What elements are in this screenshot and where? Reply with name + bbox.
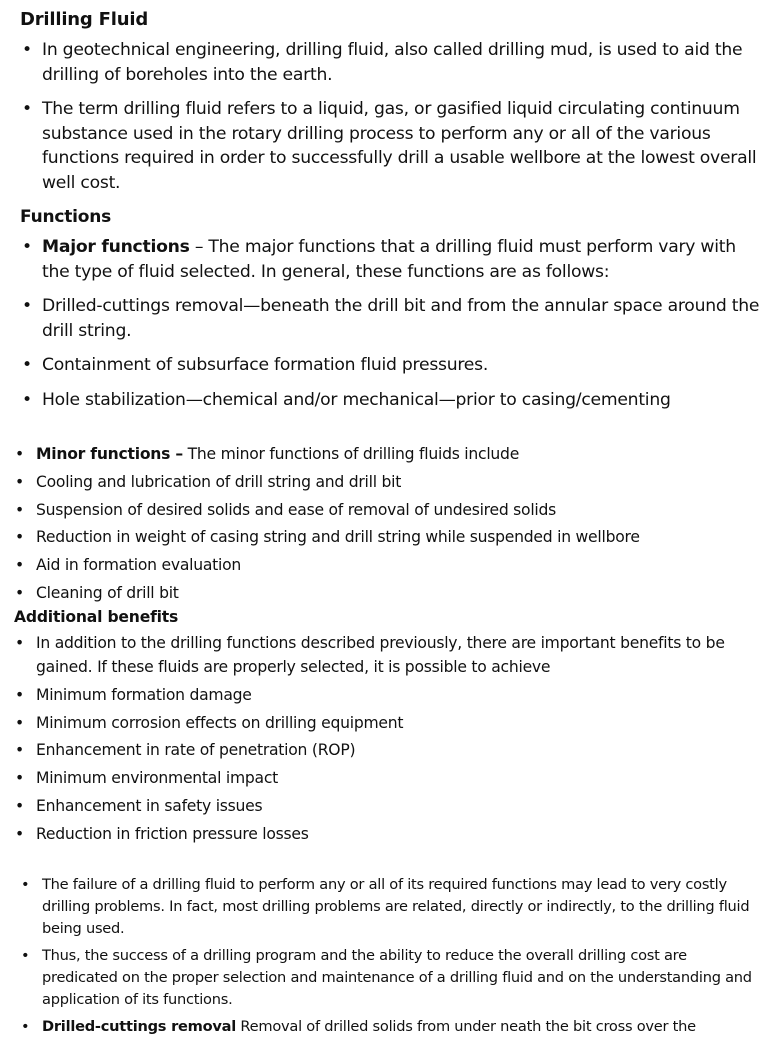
major-functions-list xyxy=(20,235,760,412)
bullet-icon: • xyxy=(15,824,24,843)
drilling-fluid-section xyxy=(20,8,760,422)
list-item-text: Cleaning of drill bit xyxy=(36,583,179,602)
bullet-icon: • xyxy=(15,741,24,760)
additional-benefits-heading: Additional benefits xyxy=(14,607,179,626)
bullet-icon: • xyxy=(15,796,24,815)
list-item xyxy=(14,581,760,605)
list-item xyxy=(14,711,760,735)
minor-functions-section xyxy=(14,442,760,850)
list-item xyxy=(14,822,760,846)
list-item xyxy=(20,388,760,413)
bullet-icon: • xyxy=(22,389,32,410)
functions-heading: Functions xyxy=(20,207,112,227)
bullet-icon: • xyxy=(22,296,32,316)
list-item xyxy=(14,683,760,707)
list-item xyxy=(14,766,760,790)
bullet-icon: • xyxy=(21,947,30,964)
page-title: Drilling Fluid xyxy=(20,9,148,30)
list-item-text: Cooling and lubrication of drill string and drill bit xyxy=(36,472,402,491)
list-item-text: Hole stabilization—chemical and/or mechanical—prior to casing/cementing xyxy=(42,389,671,410)
list-item-text: In geotechnical engineering, drilling fluid, also called drilling mud, is used to aid the drilling of boreholes into the earth. xyxy=(42,40,743,85)
list-item-text: Minimum formation damage xyxy=(36,685,252,704)
list-item xyxy=(14,738,760,762)
list-item xyxy=(14,442,760,466)
list-item-text: The term drilling fluid refers to a liquid, gas, or gasified liquid circulating continuum substance used in the rotary drilling process to perform any or all of the various functions required in order to successfully drill a usable wellbore at the lowest overall well cost. xyxy=(42,99,757,193)
list-item-text: Enhancement in safety issues xyxy=(36,796,263,815)
bullet-icon: • xyxy=(15,528,24,547)
list-item-text: Minimum environmental impact xyxy=(36,769,279,788)
list-item xyxy=(20,235,760,284)
list-item xyxy=(20,945,755,1011)
bullet-icon: • xyxy=(15,583,24,602)
list-item-text: Reduction in friction pressure losses xyxy=(36,824,309,843)
minor-functions-list xyxy=(14,442,760,605)
bullet-icon: • xyxy=(15,713,24,732)
bullet-icon: • xyxy=(15,556,24,575)
list-item xyxy=(20,874,755,940)
list-item xyxy=(20,294,760,343)
minor-functions-label: Minor functions – xyxy=(36,445,183,463)
bullet-icon: • xyxy=(21,1018,30,1035)
list-item xyxy=(20,38,760,87)
cuttings-removal-text: Removal of drilled solids from under neath the bit cross over the xyxy=(236,1018,696,1035)
list-item xyxy=(14,631,760,679)
list-item xyxy=(14,794,760,818)
list-item-text: Minimum corrosion effects on drilling equipment xyxy=(36,713,404,732)
list-item xyxy=(14,525,760,549)
bullet-icon: • xyxy=(22,40,32,60)
list-item xyxy=(20,353,760,378)
bullet-icon: • xyxy=(15,472,24,491)
bullet-icon: • xyxy=(15,769,24,788)
bullet-icon: • xyxy=(22,355,32,375)
list-item xyxy=(14,498,760,522)
intro-list xyxy=(20,38,760,195)
bullet-icon: • xyxy=(22,99,32,119)
major-functions-text: – The major functions that a drilling fluid must perform vary with the type of fluid selected. In general, these functions are as follows: xyxy=(42,237,736,282)
problems-list xyxy=(20,874,755,1038)
bullet-icon: • xyxy=(15,500,24,519)
drilling-problems-section xyxy=(20,874,755,1043)
benefits-list xyxy=(14,631,760,846)
bullet-icon: • xyxy=(15,633,24,652)
list-item-text: In addition to the drilling functions described previously, there are important benefits to be gained. If these fluids are properly selected, it is possible to achieve xyxy=(36,633,725,676)
bullet-icon: • xyxy=(22,237,32,257)
list-item xyxy=(20,97,760,195)
list-item xyxy=(14,470,760,494)
list-item-text: Reduction in weight of casing string and drill string while suspended in wellbore xyxy=(36,528,640,547)
bullet-icon: • xyxy=(21,876,30,893)
list-item-text: Containment of subsurface formation fluid pressures. xyxy=(42,355,489,375)
list-item-text: Aid in formation evaluation xyxy=(36,556,242,575)
list-item-text: Drilled-cuttings removal—beneath the drill bit and from the annular space around the drill string. xyxy=(42,296,760,341)
list-item-text: Thus, the success of a drilling program and the ability to reduce the overall drilling cost are predicated on the proper selection and maintenance of a drilling fluid and on the understanding and application of its functions. xyxy=(42,947,752,1008)
bullet-icon: • xyxy=(15,445,24,463)
list-item xyxy=(20,1016,755,1038)
list-item-text: Suspension of desired solids and ease of removal of undesired solids xyxy=(36,500,557,519)
list-item-text: The failure of a drilling fluid to perform any or all of its required functions may lead to very costly drilling problems. In fact, most drilling problems are related, directly or indirectly, to the drilling fluid being used. xyxy=(42,876,750,937)
list-item xyxy=(14,553,760,577)
major-functions-label: Major functions xyxy=(42,237,190,257)
list-item-text: Enhancement in rate of penetration (ROP) xyxy=(36,741,356,760)
bullet-icon: • xyxy=(15,685,24,704)
cuttings-removal-label: Drilled-cuttings removal xyxy=(42,1018,237,1035)
minor-functions-text: The minor functions of drilling fluids include xyxy=(182,445,520,463)
